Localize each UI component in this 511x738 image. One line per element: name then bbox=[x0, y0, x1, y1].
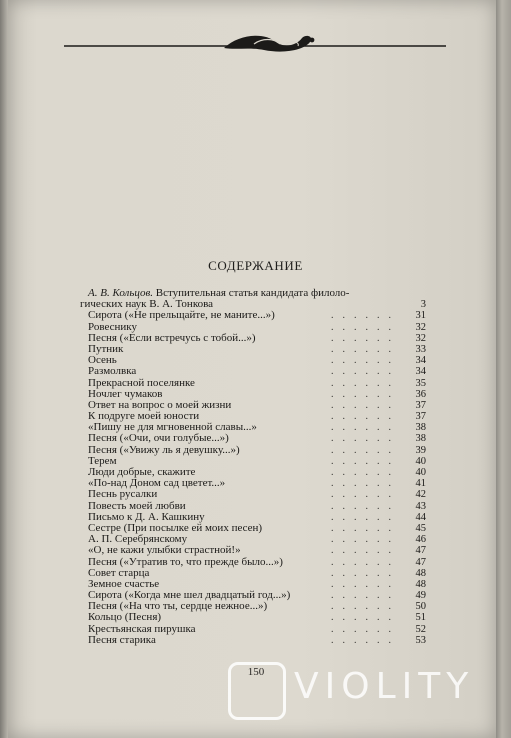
toc-entry-title: Ночлег чумаков bbox=[88, 387, 163, 400]
toc-entry-page: 37 bbox=[415, 399, 426, 411]
toc-leader-dots: ...... bbox=[331, 567, 400, 579]
toc-entry[interactable] bbox=[80, 310, 426, 321]
toc-entry-page: 44 bbox=[415, 511, 426, 523]
toc-entry-page: 39 bbox=[415, 444, 426, 456]
toc-entry-page: 51 bbox=[415, 612, 426, 624]
toc-leader-dots: ...... bbox=[331, 399, 400, 411]
toc-entry-title: Осень bbox=[88, 354, 117, 367]
toc-entry-title: Письмо к Д. А. Кашкину bbox=[88, 510, 205, 523]
toc-entry-page: 43 bbox=[415, 500, 426, 512]
toc-entry-page: 50 bbox=[415, 601, 426, 613]
toc-entry[interactable] bbox=[80, 433, 426, 444]
toc-entry-page: 45 bbox=[415, 522, 426, 534]
toc-entry-title: К подруге моей юности bbox=[88, 410, 200, 423]
toc-leader-dots: ...... bbox=[331, 321, 400, 333]
toc-leader-dots: ...... bbox=[331, 612, 400, 624]
toc-entry-page: 52 bbox=[415, 623, 426, 635]
intro-title-part-1: Вступительная статья кандидата филоло- bbox=[155, 287, 350, 299]
toc-entry-page: 32 bbox=[415, 321, 426, 333]
toc-leader-dots: ...... bbox=[331, 489, 400, 501]
toc-entry-title: Песня старика bbox=[88, 633, 156, 646]
toc-entry-title: Совет старца bbox=[88, 566, 150, 579]
toc-entry-page: 35 bbox=[415, 377, 426, 389]
watermark-text: VIOLITY bbox=[294, 666, 475, 707]
toc-entry-page: 33 bbox=[415, 343, 426, 355]
toc-entry-title: Сирота («Когда мне шел двадцатый год...») bbox=[88, 589, 291, 602]
toc-leader-dots: ...... bbox=[331, 522, 400, 534]
toc-leader-dots: ...... bbox=[331, 590, 400, 602]
toc-leader-dots: ...... bbox=[331, 511, 400, 523]
toc-entry[interactable] bbox=[80, 366, 426, 377]
toc-leader-dots: ...... bbox=[331, 623, 400, 635]
toc-leader-dots: ...... bbox=[331, 411, 400, 423]
toc-entry-title: Кольцо (Песня) bbox=[88, 611, 162, 624]
toc-entry-page: 42 bbox=[415, 489, 426, 501]
toc-leader-dots: ...... bbox=[331, 545, 400, 557]
toc-leader-dots: ...... bbox=[331, 366, 400, 378]
toc-leader-dots: ...... bbox=[331, 467, 400, 478]
toc-leader-dots: ...... bbox=[331, 422, 400, 434]
toc-leader-dots: ...... bbox=[331, 578, 400, 590]
toc-entry-page: 32 bbox=[415, 332, 426, 344]
toc-entry-page: 34 bbox=[415, 366, 426, 378]
toc-entry[interactable] bbox=[80, 445, 426, 456]
toc-entry-page: 53 bbox=[415, 634, 426, 646]
toc-leader-dots: ...... bbox=[331, 634, 400, 646]
toc-leader-dots: ...... bbox=[331, 388, 400, 400]
toc-entry-page: 37 bbox=[415, 411, 426, 423]
toc-entry[interactable] bbox=[80, 635, 426, 646]
toc-entry-title: Сестре (При посылке ей моих песен) bbox=[88, 521, 263, 534]
watermark bbox=[228, 662, 498, 722]
toc-leader-dots: ...... bbox=[331, 534, 400, 546]
toc-entry-page: 31 bbox=[415, 310, 426, 322]
toc-entry-page: 40 bbox=[415, 467, 426, 478]
page-folio-number: 150 bbox=[247, 666, 265, 678]
toc-leader-dots: ...... bbox=[331, 310, 400, 322]
toc-entry[interactable] bbox=[80, 344, 426, 355]
toc-entry-title: «О, не кажи улыбки страстной!» bbox=[88, 544, 241, 557]
toc-entry-title: Песня («Утратив то, что прежде было...») bbox=[88, 555, 283, 568]
toc-entry-title: Размолвка bbox=[88, 365, 137, 378]
toc-entry-page: 48 bbox=[415, 567, 426, 579]
toc-entry[interactable] bbox=[80, 333, 426, 344]
toc-leader-dots: ...... bbox=[331, 332, 400, 344]
header-ornament bbox=[64, 30, 446, 58]
intro-author: А. В. Кольцов. bbox=[88, 287, 154, 299]
toc-leader-dots: ...... bbox=[331, 355, 400, 367]
intro-page-number: 3 bbox=[420, 299, 426, 311]
toc-leader-dots: ...... bbox=[331, 556, 400, 568]
toc-entry[interactable] bbox=[80, 489, 426, 500]
toc-entry-page: 38 bbox=[415, 422, 426, 434]
toc-leader-dots: ...... bbox=[331, 444, 400, 456]
toc-entry-page: 47 bbox=[415, 556, 426, 568]
toc-entry-title: Люди добрые, скажите bbox=[88, 466, 196, 478]
toc-entry[interactable] bbox=[80, 557, 426, 568]
toc-entry-title: Крестьянская пирушка bbox=[88, 622, 196, 635]
toc-entry-title: «Пишу не для мгновенной славы...» bbox=[88, 421, 257, 434]
intro-title-part-2: гических наук В. А. Тонкова bbox=[80, 298, 214, 311]
toc-entry-title: «По-над Доном сад цветет...» bbox=[88, 477, 226, 490]
toc-entry-page: 36 bbox=[415, 388, 426, 400]
toc-entry-title: Ровеснику bbox=[88, 320, 137, 333]
toc-entry-title: Земное счастье bbox=[88, 577, 160, 590]
toc-entry-title: А. П. Серебрянскому bbox=[88, 533, 188, 546]
toc-entry-page: 47 bbox=[415, 545, 426, 557]
toc-entries bbox=[80, 310, 426, 646]
toc-entry[interactable] bbox=[80, 545, 426, 556]
watermark-logo-icon bbox=[228, 662, 286, 720]
toc-leader-dots: ...... bbox=[331, 377, 400, 389]
toc-entry[interactable] bbox=[80, 378, 426, 389]
toc-entry-title: Песня («На что ты, сердце нежное...») bbox=[88, 600, 268, 613]
toc-entry-title: Путник bbox=[88, 342, 124, 355]
toc-entry-page: 46 bbox=[415, 534, 426, 546]
toc-leader-dots: ...... bbox=[331, 500, 400, 512]
toc-entry-title: Прекрасной поселянке bbox=[88, 376, 195, 389]
toc-intro-entry[interactable] bbox=[80, 288, 426, 310]
page-stack-edge bbox=[496, 0, 511, 738]
toc-entry-page: 34 bbox=[415, 355, 426, 367]
table-of-contents bbox=[80, 288, 426, 646]
toc-entry-page: 40 bbox=[415, 455, 426, 467]
toc-entry-page: 49 bbox=[415, 590, 426, 602]
toc-entry-title: Терем bbox=[88, 454, 117, 467]
toc-entry-title: Песня («Увижу ль я девушку...») bbox=[88, 443, 240, 456]
toc-entry-title: Сирота («Не прельщайте, не маните...») bbox=[88, 309, 275, 322]
toc-entry-page: 41 bbox=[415, 478, 426, 490]
toc-entry-title: Повесть моей любви bbox=[88, 499, 186, 512]
toc-entry-title: Песня («Если встречусь с тобой...») bbox=[88, 331, 256, 344]
toc-entry-title: Ответ на вопрос о моей жизни bbox=[88, 398, 232, 411]
toc-leader-dots: ...... bbox=[331, 455, 400, 467]
toc-leader-dots: ...... bbox=[331, 433, 400, 445]
book-spine-edge bbox=[0, 0, 8, 738]
contents-heading: СОДЕРЖАНИЕ bbox=[208, 258, 303, 273]
toc-leader-dots: ...... bbox=[331, 601, 400, 613]
toc-entry-title: Песнь русалки bbox=[88, 488, 158, 501]
toc-leader-dots: ...... bbox=[331, 478, 400, 490]
toc-entry[interactable] bbox=[80, 612, 426, 623]
toc-entry-page: 38 bbox=[415, 433, 426, 445]
toc-leader-dots: ...... bbox=[331, 343, 400, 355]
toc-entry-page: 48 bbox=[415, 578, 426, 590]
toc-entry-title: Песня («Очи, очи голубые...») bbox=[88, 432, 229, 445]
